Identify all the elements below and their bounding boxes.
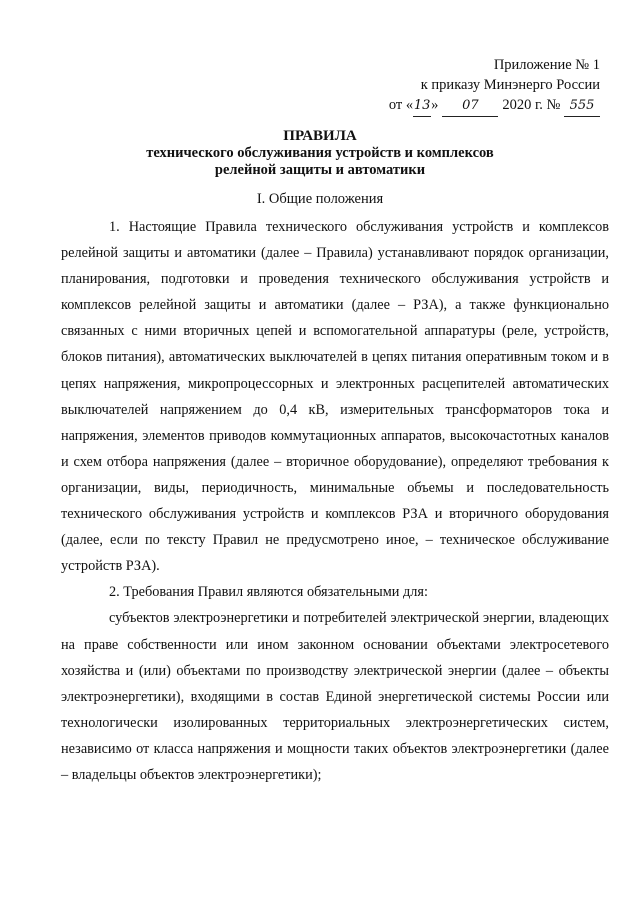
handwritten-day: 13 bbox=[413, 96, 431, 117]
appendix-header bbox=[340, 55, 600, 117]
date-year: 2020 г. № bbox=[502, 97, 561, 113]
date-prefix: от « bbox=[388, 97, 414, 113]
title-line-2: технического обслуживания устройств и комплексов bbox=[146, 145, 494, 161]
paragraph-2: 2. Требования Правил являются обязательными для: bbox=[109, 584, 428, 601]
appendix-line-2: к приказу Минэнерго России bbox=[420, 77, 600, 93]
paragraph-3: субъектов электроэнергетики и потребителей электрической энергии, владеющих на праве собственности или ином законном основании объектами электросетевого хозяйства и (или) объектами по производству электрической энергии (далее – объекты электроэнергетики), входящими в состав Единой энергетической системы России или технологически изолированных территориальных электроэнергетических систем, независимо от класса напряжения и мощности таких объектов электроэнергетики (далее – владельцы объектов электроэнергетики); bbox=[61, 610, 609, 783]
appendix-line-1: Приложение № 1 bbox=[493, 57, 600, 73]
handwritten-month: 07 bbox=[442, 96, 498, 117]
title-line-3: релейной защиты и автоматики bbox=[214, 162, 426, 178]
title-main: ПРАВИЛА bbox=[283, 128, 357, 144]
document-title bbox=[0, 127, 640, 179]
handwritten-order-number: 555 bbox=[564, 96, 600, 117]
section-heading: I. Общие положения bbox=[256, 191, 384, 207]
appendix-date-line bbox=[340, 95, 600, 117]
paragraph-1: 1. Настоящие Правила технического обслуживания устройств и комплексов релейной защиты и автоматики (далее – Правила) устанавливают порядок организации, планирования, подготовки и проведения технического обслуживания устройств и комплексов релейной защиты и автоматики (далее – РЗА), а также функционально связанных с ними вторичных цепей и вспомогательной аппаратуры (реле, устройств, блоков питания), автоматических выключателей в цепях питания оперативным током и в цепях напряжения, микропроцессорных и электронных расцепителей автоматических выключателей напряжением до 0,4 кВ, измерительных трансформаторов тока и напряжения, элементов приводов коммутационных аппаратов, высокочастотных каналов и схем отбора напряжения (далее – вторичное оборудование), определяют требования к организации, виды, периодичность, минимальные объемы и последовательность технического обслуживания устройств и комплексов РЗА и вторичного оборудования (далее, если по тексту Правил не предусмотрено иное, – техническое обслуживание устройств РЗА). bbox=[61, 219, 609, 575]
date-quote-close: » bbox=[431, 97, 439, 113]
document-body bbox=[61, 214, 609, 788]
